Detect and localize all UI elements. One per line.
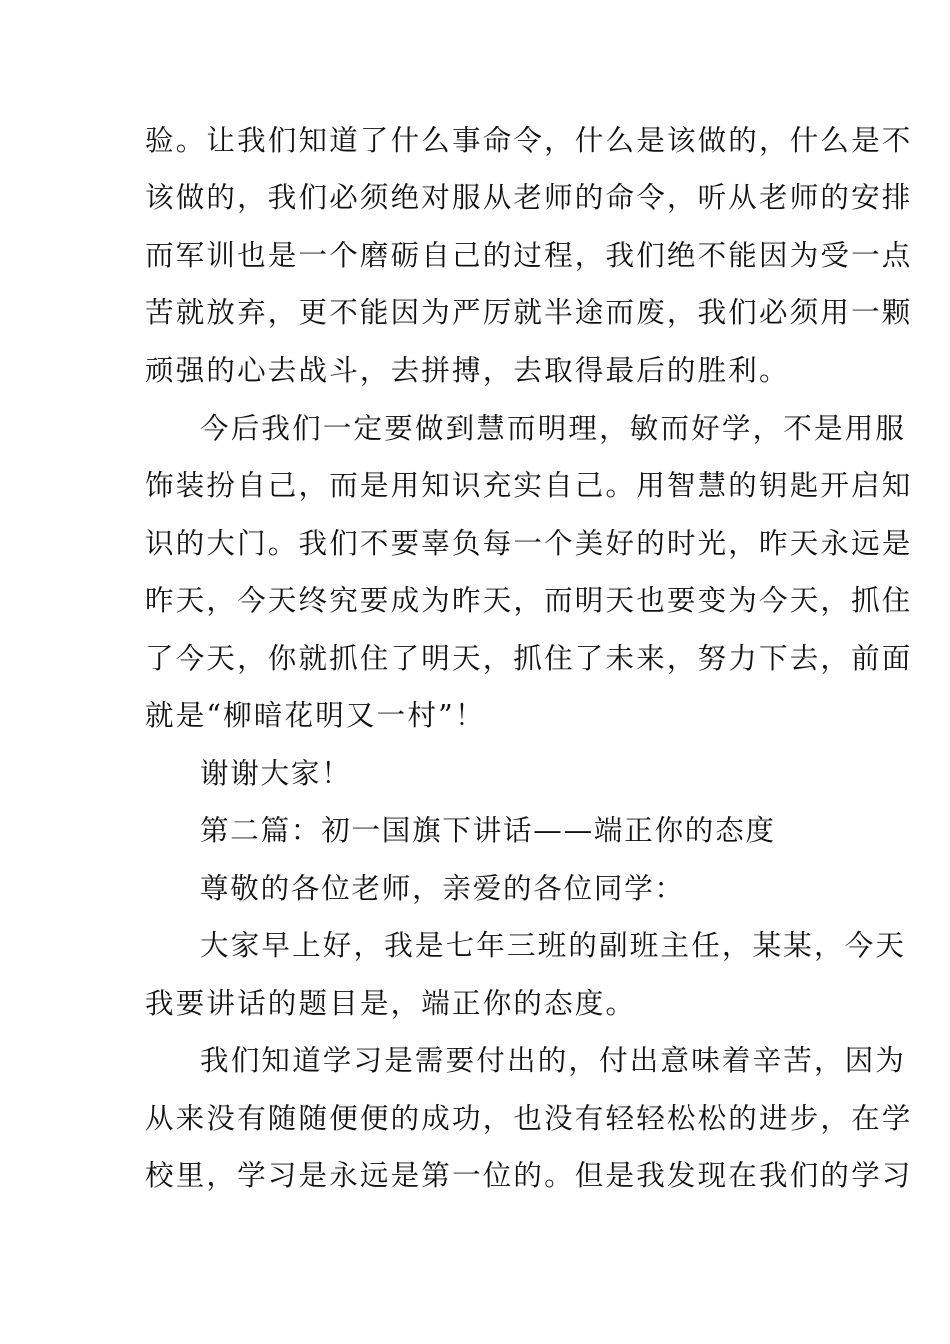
paragraph-first-line: 我们知道学习是需要付出的，付出意味着辛苦，因为 xyxy=(200,1044,907,1077)
text-line: 昨天，今天终究要成为昨天，而明天也要变为今天，抓住 xyxy=(145,584,913,617)
text-line: 验。让我们知道了什么事命令，什么是该做的，什么是不 xyxy=(145,124,913,157)
paragraph-first-line: 大家早上好，我是七年三班的副班主任，某某，今天 xyxy=(200,929,907,962)
text-line: 校里，学习是永远是第一位的。但是我发现在我们的学习 xyxy=(145,1159,913,1192)
text-line: 我要讲话的题目是，端正你的态度。 xyxy=(145,987,637,1020)
text-line: 苦就放弃，更不能因为严厉就半途而废，我们必须用一颗 xyxy=(145,296,913,329)
text-line: 从来没有随随便便的成功，也没有轻轻松松的进步，在学 xyxy=(145,1102,913,1135)
closing-line: 谢谢大家！ xyxy=(200,757,352,790)
text-line: 顽强的心去战斗，去拼搏，去取得最后的胜利。 xyxy=(145,354,790,387)
text-line: 该做的，我们必须绝对服从老师的命令，听从老师的安排 xyxy=(145,181,913,214)
salutation: 尊敬的各位老师，亲爱的各位同学： xyxy=(200,872,685,905)
text-line: 就是“柳暗花明又一村”！ xyxy=(145,699,486,732)
section-heading: 第二篇：初一国旗下讲话——端正你的态度 xyxy=(200,814,776,847)
text-line: 饰装扮自己，而是用知识充实自己。用智慧的钥匙开启知 xyxy=(145,469,913,502)
paragraph-first-line: 今后我们一定要做到慧而明理，敏而好学，不是用服 xyxy=(200,412,907,445)
text-line: 了今天，你就抓住了明天，抓住了未来，努力下去，前面 xyxy=(145,642,913,675)
text-line: 识的大门。我们不要辜负每一个美好的时光，昨天永远是 xyxy=(145,527,913,560)
text-line: 而军训也是一个磨砺自己的过程，我们绝不能因为受一点 xyxy=(145,239,913,272)
